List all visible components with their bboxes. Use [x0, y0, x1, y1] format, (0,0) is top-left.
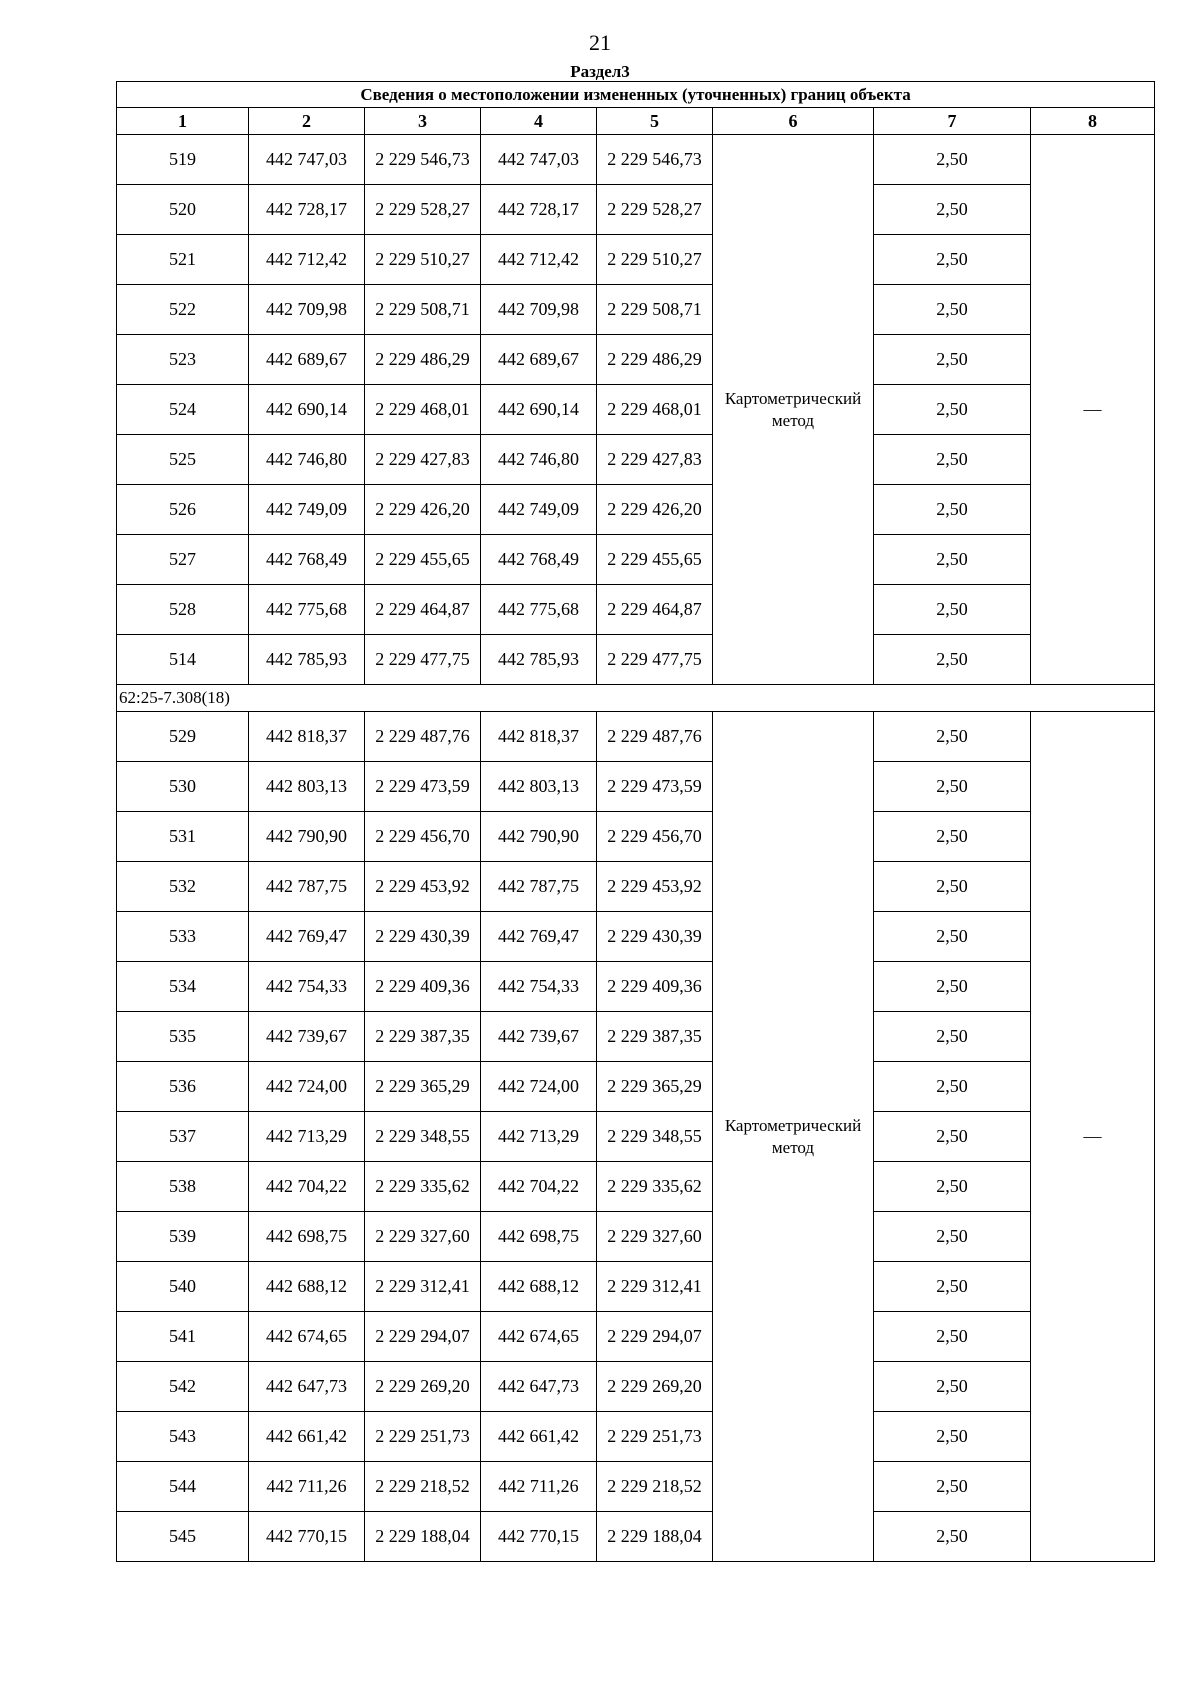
refined-x: 442 724,00	[481, 1062, 597, 1112]
column-number: 6	[713, 108, 874, 135]
existing-x: 442 775,68	[249, 585, 365, 635]
refined-y: 2 229 427,83	[597, 435, 713, 485]
point-number: 535	[117, 1012, 249, 1062]
existing-y: 2 229 528,27	[365, 185, 481, 235]
existing-x: 442 712,42	[249, 235, 365, 285]
table-row	[117, 1312, 1155, 1362]
column-number: 8	[1031, 108, 1155, 135]
refined-y: 2 229 455,65	[597, 535, 713, 585]
table-row	[117, 1162, 1155, 1212]
table-row	[117, 1112, 1155, 1162]
existing-y: 2 229 477,75	[365, 635, 481, 685]
accuracy-value: 2,50	[874, 1012, 1031, 1062]
cadastral-number: 62:25-7.308(18)	[117, 685, 1155, 712]
existing-y: 2 229 464,87	[365, 585, 481, 635]
refined-x: 442 769,47	[481, 912, 597, 962]
point-number: 545	[117, 1512, 249, 1562]
point-number: 526	[117, 485, 249, 535]
point-number: 522	[117, 285, 249, 335]
refined-y: 2 229 486,29	[597, 335, 713, 385]
refined-y: 2 229 468,01	[597, 385, 713, 435]
refined-y: 2 229 327,60	[597, 1212, 713, 1262]
refined-y: 2 229 528,27	[597, 185, 713, 235]
refined-x: 442 768,49	[481, 535, 597, 585]
refined-y: 2 229 546,73	[597, 135, 713, 185]
existing-y: 2 229 387,35	[365, 1012, 481, 1062]
existing-x: 442 647,73	[249, 1362, 365, 1412]
accuracy-value: 2,50	[874, 435, 1031, 485]
existing-y: 2 229 453,92	[365, 862, 481, 912]
refined-y: 2 229 335,62	[597, 1162, 713, 1212]
refined-y: 2 229 453,92	[597, 862, 713, 912]
accuracy-value: 2,50	[874, 1412, 1031, 1462]
table-row	[117, 812, 1155, 862]
refined-x: 442 698,75	[481, 1212, 597, 1262]
existing-y: 2 229 348,55	[365, 1112, 481, 1162]
page-number: 21	[589, 30, 611, 55]
existing-x: 442 690,14	[249, 385, 365, 435]
existing-y: 2 229 327,60	[365, 1212, 481, 1262]
existing-y: 2 229 430,39	[365, 912, 481, 962]
table-row	[117, 585, 1155, 635]
note-dash: —	[1031, 135, 1155, 685]
refined-x: 442 790,90	[481, 812, 597, 862]
column-number: 5	[597, 108, 713, 135]
existing-y: 2 229 409,36	[365, 962, 481, 1012]
existing-x: 442 713,29	[249, 1112, 365, 1162]
table-row	[117, 1462, 1155, 1512]
point-number: 525	[117, 435, 249, 485]
accuracy-value: 2,50	[874, 135, 1031, 185]
refined-x: 442 746,80	[481, 435, 597, 485]
accuracy-value: 2,50	[874, 185, 1031, 235]
table-row	[117, 135, 1155, 185]
table-row	[117, 235, 1155, 285]
existing-x: 442 728,17	[249, 185, 365, 235]
refined-x: 442 739,67	[481, 1012, 597, 1062]
point-number: 538	[117, 1162, 249, 1212]
refined-x: 442 785,93	[481, 635, 597, 685]
boundary-coordinates-table	[116, 81, 1155, 1562]
refined-y: 2 229 218,52	[597, 1462, 713, 1512]
accuracy-value: 2,50	[874, 1512, 1031, 1562]
existing-y: 2 229 218,52	[365, 1462, 481, 1512]
point-number: 529	[117, 712, 249, 762]
refined-x: 442 647,73	[481, 1362, 597, 1412]
refined-x: 442 689,67	[481, 335, 597, 385]
existing-y: 2 229 473,59	[365, 762, 481, 812]
point-number: 542	[117, 1362, 249, 1412]
table-row	[117, 1412, 1155, 1462]
table-row	[117, 1012, 1155, 1062]
table-row	[117, 712, 1155, 762]
table-row	[117, 1262, 1155, 1312]
note-dash: —	[1031, 712, 1155, 1562]
point-number: 519	[117, 135, 249, 185]
existing-x: 442 724,00	[249, 1062, 365, 1112]
point-number: 528	[117, 585, 249, 635]
point-number: 527	[117, 535, 249, 585]
existing-y: 2 229 312,41	[365, 1262, 481, 1312]
point-number: 540	[117, 1262, 249, 1312]
existing-x: 442 704,22	[249, 1162, 365, 1212]
table-row	[117, 912, 1155, 962]
existing-x: 442 769,47	[249, 912, 365, 962]
existing-x: 442 768,49	[249, 535, 365, 585]
existing-y: 2 229 427,83	[365, 435, 481, 485]
refined-x: 442 803,13	[481, 762, 597, 812]
refined-x: 442 704,22	[481, 1162, 597, 1212]
table-row	[117, 335, 1155, 385]
table-row	[117, 1512, 1155, 1562]
refined-y: 2 229 294,07	[597, 1312, 713, 1362]
group-label-row	[117, 685, 1155, 712]
refined-x: 442 818,37	[481, 712, 597, 762]
table-row	[117, 385, 1155, 435]
existing-x: 442 674,65	[249, 1312, 365, 1362]
refined-x: 442 747,03	[481, 135, 597, 185]
refined-y: 2 229 409,36	[597, 962, 713, 1012]
point-number: 539	[117, 1212, 249, 1262]
existing-y: 2 229 335,62	[365, 1162, 481, 1212]
existing-y: 2 229 546,73	[365, 135, 481, 185]
accuracy-value: 2,50	[874, 285, 1031, 335]
table-row	[117, 862, 1155, 912]
refined-y: 2 229 430,39	[597, 912, 713, 962]
refined-x: 442 661,42	[481, 1412, 597, 1462]
existing-x: 442 787,75	[249, 862, 365, 912]
point-number: 530	[117, 762, 249, 812]
accuracy-value: 2,50	[874, 1062, 1031, 1112]
existing-x: 442 790,90	[249, 812, 365, 862]
refined-y: 2 229 348,55	[597, 1112, 713, 1162]
accuracy-value: 2,50	[874, 485, 1031, 535]
column-number: 4	[481, 108, 597, 135]
accuracy-value: 2,50	[874, 1112, 1031, 1162]
refined-y: 2 229 510,27	[597, 235, 713, 285]
table-row	[117, 535, 1155, 585]
accuracy-value: 2,50	[874, 1312, 1031, 1362]
accuracy-value: 2,50	[874, 912, 1031, 962]
existing-y: 2 229 456,70	[365, 812, 481, 862]
accuracy-value: 2,50	[874, 1262, 1031, 1312]
table-row	[117, 435, 1155, 485]
point-number: 543	[117, 1412, 249, 1462]
refined-x: 442 775,68	[481, 585, 597, 635]
existing-y: 2 229 269,20	[365, 1362, 481, 1412]
accuracy-value: 2,50	[874, 235, 1031, 285]
accuracy-value: 2,50	[874, 1462, 1031, 1512]
point-number: 536	[117, 1062, 249, 1112]
point-number: 514	[117, 635, 249, 685]
table-row	[117, 1062, 1155, 1112]
column-number: 7	[874, 108, 1031, 135]
existing-y: 2 229 510,27	[365, 235, 481, 285]
column-number-row	[117, 108, 1155, 135]
accuracy-value: 2,50	[874, 762, 1031, 812]
refined-x: 442 754,33	[481, 962, 597, 1012]
accuracy-value: 2,50	[874, 1162, 1031, 1212]
existing-y: 2 229 294,07	[365, 1312, 481, 1362]
existing-y: 2 229 251,73	[365, 1412, 481, 1462]
refined-y: 2 229 426,20	[597, 485, 713, 535]
point-number: 520	[117, 185, 249, 235]
accuracy-value: 2,50	[874, 1212, 1031, 1262]
determination-method: Картометрический метод	[713, 712, 874, 1562]
column-number: 2	[249, 108, 365, 135]
point-number: 531	[117, 812, 249, 862]
column-number: 3	[365, 108, 481, 135]
accuracy-value: 2,50	[874, 535, 1031, 585]
existing-x: 442 785,93	[249, 635, 365, 685]
existing-x: 442 661,42	[249, 1412, 365, 1462]
column-number: 1	[117, 108, 249, 135]
table-caption: Сведения о местоположении измененных (уточненных) границ объекта	[117, 82, 1155, 108]
refined-x: 442 749,09	[481, 485, 597, 535]
existing-x: 442 689,67	[249, 335, 365, 385]
table-row	[117, 762, 1155, 812]
point-number: 534	[117, 962, 249, 1012]
existing-x: 442 754,33	[249, 962, 365, 1012]
refined-y: 2 229 387,35	[597, 1012, 713, 1062]
existing-x: 442 711,26	[249, 1462, 365, 1512]
existing-x: 442 746,80	[249, 435, 365, 485]
point-number: 541	[117, 1312, 249, 1362]
refined-y: 2 229 456,70	[597, 812, 713, 862]
refined-x: 442 711,26	[481, 1462, 597, 1512]
point-number: 523	[117, 335, 249, 385]
existing-x: 442 818,37	[249, 712, 365, 762]
refined-x: 442 728,17	[481, 185, 597, 235]
refined-y: 2 229 473,59	[597, 762, 713, 812]
refined-y: 2 229 312,41	[597, 1262, 713, 1312]
existing-y: 2 229 188,04	[365, 1512, 481, 1562]
table-row	[117, 185, 1155, 235]
accuracy-value: 2,50	[874, 812, 1031, 862]
table-row	[117, 1362, 1155, 1412]
refined-x: 442 690,14	[481, 385, 597, 435]
existing-x: 442 803,13	[249, 762, 365, 812]
determination-method: Картометрический метод	[713, 135, 874, 685]
refined-x: 442 709,98	[481, 285, 597, 335]
existing-x: 442 749,09	[249, 485, 365, 535]
existing-y: 2 229 455,65	[365, 535, 481, 585]
refined-x: 442 770,15	[481, 1512, 597, 1562]
table-row	[117, 962, 1155, 1012]
table-row	[117, 485, 1155, 535]
existing-x: 442 688,12	[249, 1262, 365, 1312]
refined-y: 2 229 365,29	[597, 1062, 713, 1112]
table-row	[117, 1212, 1155, 1262]
refined-y: 2 229 251,73	[597, 1412, 713, 1462]
refined-y: 2 229 188,04	[597, 1512, 713, 1562]
point-number: 537	[117, 1112, 249, 1162]
accuracy-value: 2,50	[874, 1362, 1031, 1412]
existing-y: 2 229 487,76	[365, 712, 481, 762]
existing-x: 442 770,15	[249, 1512, 365, 1562]
refined-x: 442 787,75	[481, 862, 597, 912]
refined-x: 442 712,42	[481, 235, 597, 285]
refined-y: 2 229 477,75	[597, 635, 713, 685]
point-number: 532	[117, 862, 249, 912]
existing-y: 2 229 486,29	[365, 335, 481, 385]
existing-y: 2 229 508,71	[365, 285, 481, 335]
accuracy-value: 2,50	[874, 335, 1031, 385]
existing-y: 2 229 365,29	[365, 1062, 481, 1112]
refined-y: 2 229 487,76	[597, 712, 713, 762]
point-number: 544	[117, 1462, 249, 1512]
refined-y: 2 229 269,20	[597, 1362, 713, 1412]
existing-y: 2 229 426,20	[365, 485, 481, 535]
existing-x: 442 698,75	[249, 1212, 365, 1262]
existing-x: 442 739,67	[249, 1012, 365, 1062]
accuracy-value: 2,50	[874, 385, 1031, 435]
accuracy-value: 2,50	[874, 712, 1031, 762]
accuracy-value: 2,50	[874, 635, 1031, 685]
refined-y: 2 229 464,87	[597, 585, 713, 635]
point-number: 524	[117, 385, 249, 435]
point-number: 533	[117, 912, 249, 962]
refined-x: 442 674,65	[481, 1312, 597, 1362]
point-number: 521	[117, 235, 249, 285]
table-row	[117, 285, 1155, 335]
section-title: Раздел3	[570, 62, 630, 81]
refined-x: 442 713,29	[481, 1112, 597, 1162]
table-row	[117, 635, 1155, 685]
existing-x: 442 747,03	[249, 135, 365, 185]
accuracy-value: 2,50	[874, 862, 1031, 912]
accuracy-value: 2,50	[874, 585, 1031, 635]
accuracy-value: 2,50	[874, 962, 1031, 1012]
refined-y: 2 229 508,71	[597, 285, 713, 335]
refined-x: 442 688,12	[481, 1262, 597, 1312]
existing-y: 2 229 468,01	[365, 385, 481, 435]
existing-x: 442 709,98	[249, 285, 365, 335]
